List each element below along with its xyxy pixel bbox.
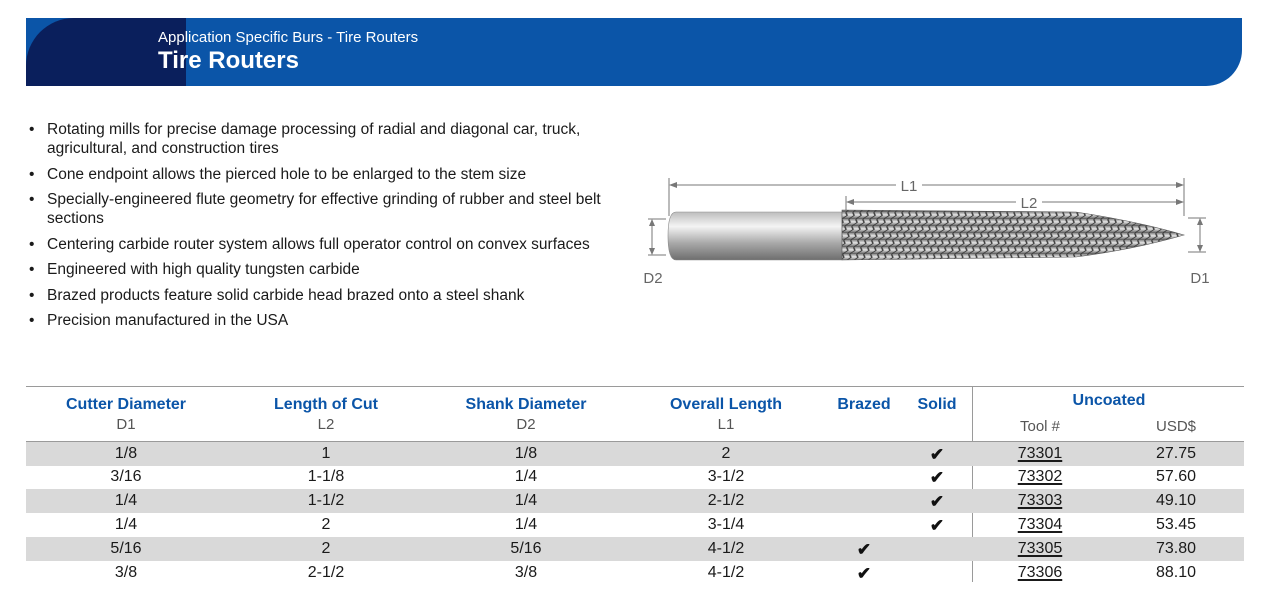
cell-overall-length: 2 (721, 445, 731, 462)
col-sub-d2: D2 (516, 416, 536, 433)
col-header-price: USD$ (1155, 418, 1196, 435)
tool-number-link[interactable]: 73306 (1017, 564, 1063, 581)
dimension-d1 (1188, 218, 1210, 287)
tool-number-link[interactable]: 73305 (1017, 540, 1063, 557)
cell-overall-length: 3-1/4 (707, 516, 745, 533)
col-sub-l1: L1 (717, 416, 735, 433)
col-header-uncoated: Uncoated (1072, 392, 1146, 409)
tool-number-link[interactable]: 73303 (1017, 492, 1063, 509)
cell-length-of-cut: 2 (321, 540, 331, 557)
brazed-check-icon: ✔ (856, 540, 872, 559)
feature-item: • Engineered with high quality tungsten carbide (26, 260, 606, 279)
cell-price: 57.60 (1155, 468, 1197, 485)
cell-cutter-diameter: 5/16 (110, 540, 142, 557)
col-header-length-of-cut: Length of Cut (274, 396, 378, 413)
cell-length-of-cut: 1-1/8 (307, 468, 345, 485)
table-row (26, 513, 1244, 537)
tool-number-link[interactable]: 73301 (1017, 445, 1063, 462)
table-top-rule (26, 386, 1244, 387)
label-d1: D1 (1190, 270, 1210, 287)
table-row (26, 489, 1244, 513)
cell-overall-length: 4-1/2 (707, 540, 745, 557)
cell-cutter-diameter: 1/8 (114, 445, 138, 462)
cell-length-of-cut: 2 (321, 516, 331, 533)
cell-length-of-cut: 1 (321, 445, 331, 462)
cell-shank-diameter: 1/4 (514, 492, 538, 509)
cell-cutter-diameter: 1/4 (114, 516, 138, 533)
col-header-shank-diameter: Shank Diameter (465, 396, 587, 413)
col-header-brazed: Brazed (837, 396, 891, 413)
cell-cutter-diameter: 1/4 (114, 492, 138, 509)
table-row (26, 537, 1244, 561)
table-row (26, 465, 1244, 489)
tool-cutting-head (842, 210, 1184, 260)
cell-price: 27.75 (1155, 445, 1197, 462)
table-row (26, 441, 1244, 466)
cell-price: 88.10 (1155, 564, 1197, 581)
page-subtitle: Application Specific Burs - Tire Routers (158, 29, 419, 46)
dimension-d2 (643, 219, 666, 287)
feature-item: • Centering carbide router system allows full operator control on convex surfaces (26, 235, 606, 254)
feature-item: • Specially-engineered flute geometry for effective grinding of rubber and steel belt sections (26, 190, 606, 228)
solid-check-icon: ✔ (929, 468, 945, 487)
cell-shank-diameter: 1/4 (514, 468, 538, 485)
cell-price: 49.10 (1155, 492, 1197, 509)
cell-cutter-diameter: 3/8 (114, 564, 138, 581)
label-l2: L2 (1020, 195, 1038, 212)
cell-cutter-diameter: 3/16 (110, 468, 142, 485)
tire-router-diagram (636, 170, 1216, 290)
col-header-cutter-diameter: Cutter Diameter (65, 396, 187, 413)
cell-shank-diameter: 1/8 (514, 445, 538, 462)
col-sub-d1: D1 (116, 416, 136, 433)
tool-shank (668, 212, 842, 260)
cell-shank-diameter: 1/4 (514, 516, 538, 533)
dimension-l1 (669, 178, 1184, 216)
feature-item: • Rotating mills for precise damage processing of radial and diagonal car, truck, agricultural, and construction tires (26, 120, 606, 158)
col-sub-l2: L2 (317, 416, 335, 433)
brazed-check-icon: ✔ (856, 564, 872, 583)
cell-length-of-cut: 2-1/2 (307, 564, 345, 581)
page-title: Tire Routers (158, 47, 299, 74)
table-row (26, 561, 1244, 585)
col-header-tool-number: Tool # (1019, 418, 1061, 435)
cell-overall-length: 3-1/2 (707, 468, 745, 485)
cell-shank-diameter: 3/8 (514, 564, 538, 581)
feature-item: • Precision manufactured in the USA (26, 311, 606, 330)
cell-shank-diameter: 5/16 (510, 540, 542, 557)
label-l1: L1 (900, 178, 918, 195)
feature-item: • Brazed products feature solid carbide head brazed onto a steel shank (26, 286, 606, 305)
feature-item: • Cone endpoint allows the pierced hole to be enlarged to the stem size (26, 165, 606, 184)
header-banner (26, 18, 1242, 86)
tool-number-link[interactable]: 73304 (1017, 516, 1063, 533)
cell-price: 53.45 (1155, 516, 1197, 533)
cell-overall-length: 2-1/2 (707, 492, 745, 509)
label-d2: D2 (643, 270, 663, 287)
feature-list (26, 120, 606, 337)
cell-length-of-cut: 1-1/2 (307, 492, 345, 509)
tool-number-link[interactable]: 73302 (1017, 468, 1063, 485)
solid-check-icon: ✔ (929, 492, 945, 511)
solid-check-icon: ✔ (929, 445, 945, 464)
cell-overall-length: 4-1/2 (707, 564, 745, 581)
col-header-overall-length: Overall Length (669, 396, 783, 413)
cell-price: 73.80 (1155, 540, 1197, 557)
solid-check-icon: ✔ (929, 516, 945, 535)
col-header-solid: Solid (917, 396, 957, 413)
